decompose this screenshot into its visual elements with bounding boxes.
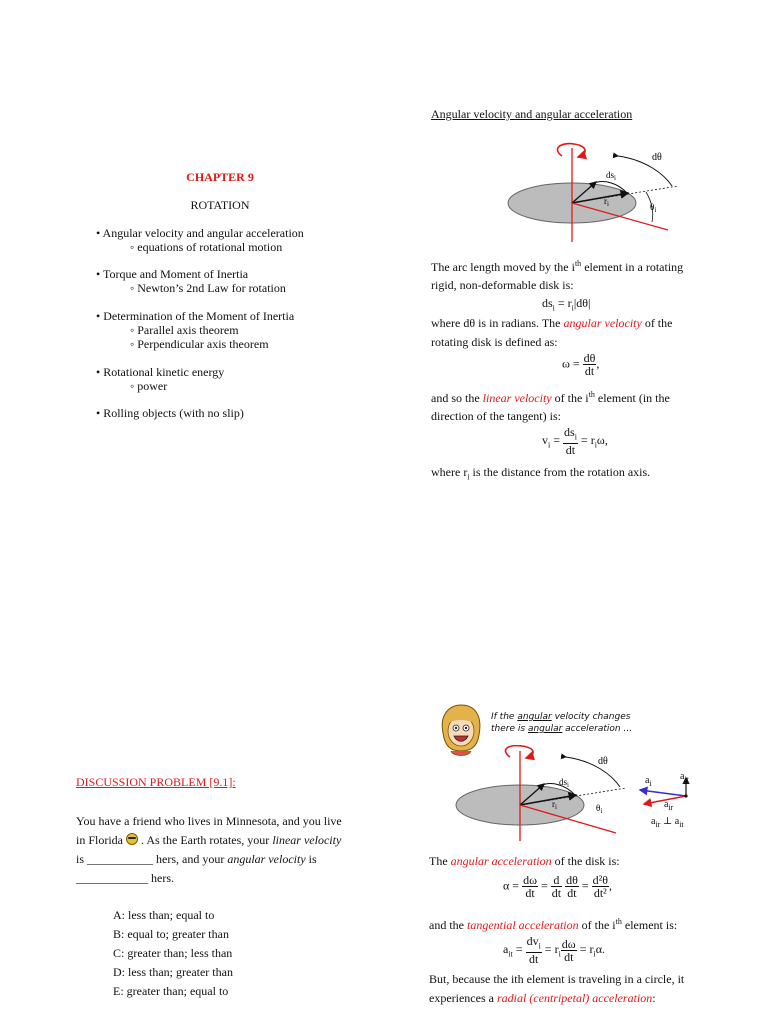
text: acceleration ... [565,724,633,734]
text: th [615,917,622,926]
text: it [508,949,513,959]
text: α. [595,941,605,956]
para-line [429,991,656,1006]
para-line [431,316,672,331]
fraction [551,874,562,899]
text: angular [517,712,552,722]
text: it [679,820,684,829]
text: a [645,775,650,786]
text: direction of the tangent) is: [431,409,561,423]
outline-item: • Rotational kinetic energy [96,365,225,379]
text: = r [541,941,559,956]
text: of the disk is: [554,854,620,868]
text: i [594,440,597,450]
text: α = [503,878,523,893]
text: and the [429,918,464,932]
text: rigid, non-deformable disk is: [431,278,574,292]
text: ir [655,820,661,829]
text: = [578,878,592,893]
text: dt [564,949,574,964]
text: of the [644,316,673,330]
text: angular velocity [227,852,306,866]
dtheta-label: dθ [652,152,662,163]
text: is the distance from the rotation axis. [472,465,651,479]
problem-line [76,833,341,848]
r-label: $r_i$ [552,799,557,811]
text: The [429,854,448,868]
para-line [429,972,684,987]
text: dθ [566,873,578,887]
choice-d[interactable]: D: less than; greater than [113,965,233,979]
text: dt [584,364,595,378]
text: v [542,432,548,447]
choice-c[interactable]: C: greater than; less than [113,946,233,960]
outline-subitem: ◦ power [130,379,168,393]
text: and so the [431,391,480,405]
rotation-arrow [557,144,585,157]
choice-a[interactable]: A: less than; equal to [113,908,215,922]
text: dθ [583,351,596,365]
problem-line [76,871,174,886]
outline-item: • Determination of the Moment of Inertia [96,309,295,323]
vector-label-ait [680,771,689,784]
text: dt [551,886,562,900]
text: a [680,771,685,782]
text: i [649,779,652,788]
equation-v [542,426,608,456]
fraction [522,874,538,899]
outline-subitem: ◦ Parallel axis theorem [130,323,239,337]
text: , [608,878,612,893]
cartoon-caption [491,711,632,735]
outline-item: • Angular velocity and angular acceleration [96,226,304,240]
equation-ds [542,296,590,312]
text: ds [564,425,575,439]
fraction [558,936,577,964]
text: dt² [593,886,607,900]
text: = r [554,296,572,310]
text: where r [431,465,468,479]
text: ⊥ [660,816,675,827]
fraction [563,426,578,456]
text: d²θ [592,873,608,887]
text: a [674,816,680,827]
smiley-icon [126,833,138,845]
vector-label-ai [645,775,652,788]
outline-item: • Torque and Moment of Inertia [96,267,249,281]
rotating-disk-diagram [496,138,696,248]
perpendicular-relation [651,816,684,829]
rotating-disk-diagram-2 [444,745,644,845]
text: The arc length moved by the i [431,260,575,274]
text: is ___________ hers, and your [76,852,225,866]
equation-alpha [503,874,612,899]
text: = r [577,432,595,447]
text: is [308,852,317,866]
outline-subitem: ◦ Perpendicular axis theorem [130,337,269,351]
text: = r [576,941,594,956]
text: a [651,816,656,827]
text: velocity changes [554,712,631,722]
fraction [592,874,609,899]
discussion-heading: DISCUSSION PROBLEM [9.1]: [76,775,236,789]
text: of the i [554,391,589,405]
dtheta-arc [566,757,620,787]
fraction [526,935,542,965]
text: of the i [581,918,616,932]
text: i [558,949,561,959]
para-line [431,390,670,406]
fraction [583,351,600,378]
text: i [593,949,596,959]
dtheta-arc [618,156,672,186]
text: ir [668,803,674,812]
para-line [429,917,677,933]
text: in Florida [76,833,123,847]
text: i [538,941,541,951]
equation-omega [562,352,599,377]
para-line [431,278,574,293]
theta-label: $\theta_i$ [596,803,603,815]
radial-acceleration-term: radial (centripetal) acceleration [496,991,653,1005]
text: a [664,799,669,810]
para-line [431,409,561,424]
text: i [548,440,551,450]
vector-label-air [664,799,673,812]
text: dt [529,952,539,967]
para-line [431,465,650,481]
text: = [537,878,551,893]
text: a [503,941,509,956]
text: If the [491,712,515,722]
text: ω, [596,432,608,447]
text: linear velocity [272,833,342,847]
text: . As the Earth rotates, your [141,833,270,847]
text: i [571,303,574,313]
text: i [574,432,577,442]
text: ds [542,296,553,310]
text: But, because the ith element is traveling in a circle, it [429,972,685,986]
text: where dθ is in radians. The [431,316,561,330]
text: dt [525,886,535,900]
text [563,426,578,444]
rotation-arrow [505,746,533,758]
choice-e[interactable]: E: greater than; equal to [113,984,229,998]
linear-velocity-term: linear velocity [482,391,552,405]
text: there is [491,724,526,734]
text: element (in the [597,391,670,405]
text: = [550,432,564,447]
chapter-title: CHAPTER 9 [186,170,254,184]
text: ω = [562,356,583,371]
text: ____________ hers. [76,871,174,885]
text: angular [527,724,563,734]
tangential-acceleration-term: tangential acceleration [467,918,579,932]
text: i [552,303,555,313]
text: th [574,259,582,268]
text [526,935,542,953]
text: = [512,941,526,956]
text: dt [565,443,576,458]
angular-velocity-term: angular velocity [563,316,642,330]
angular-acceleration-term: angular acceleration [450,854,552,868]
chapter-topic: ROTATION [190,198,250,212]
para-line [431,259,683,275]
outline-subitem: ◦ Newton’s 2nd Law for rotation [130,281,286,295]
text: element in a rotating [584,260,684,274]
equation-ait [503,935,605,965]
problem-line [76,852,317,867]
outline-item: • Rolling objects (with no slip) [96,406,244,420]
outline-subitem: ◦ equations of rotational motion [130,240,283,254]
ds-label: $ds_i$ [606,170,616,182]
text: dω [561,936,576,951]
text: it [684,775,689,784]
r-label: $r_i$ [604,196,609,208]
theta-label: $\theta_i$ [650,202,657,214]
para-line [431,335,558,350]
text: rotating disk is defined as: [431,335,558,349]
text: i [467,472,470,482]
text: th [588,390,595,399]
ds-label: $ds_i$ [559,777,569,789]
text: , [596,356,600,371]
section-heading: Angular velocity and angular acceleration [431,107,633,121]
text: element is: [624,918,678,932]
fraction [565,874,579,899]
choice-b[interactable]: B: equal to; greater than [113,927,229,941]
text: dv [526,934,539,948]
ai-vector [640,790,686,796]
text: experiences a [429,991,494,1005]
text: : [652,991,656,1005]
para-line [429,854,620,869]
dtheta-label: dθ [598,756,608,767]
text: You have a friend who lives in Minnesota, and you live [76,814,342,828]
text: dt [567,886,577,900]
text: dω [523,873,537,887]
problem-line [76,814,342,829]
text: d [551,874,562,887]
text: |dθ| [573,296,591,310]
